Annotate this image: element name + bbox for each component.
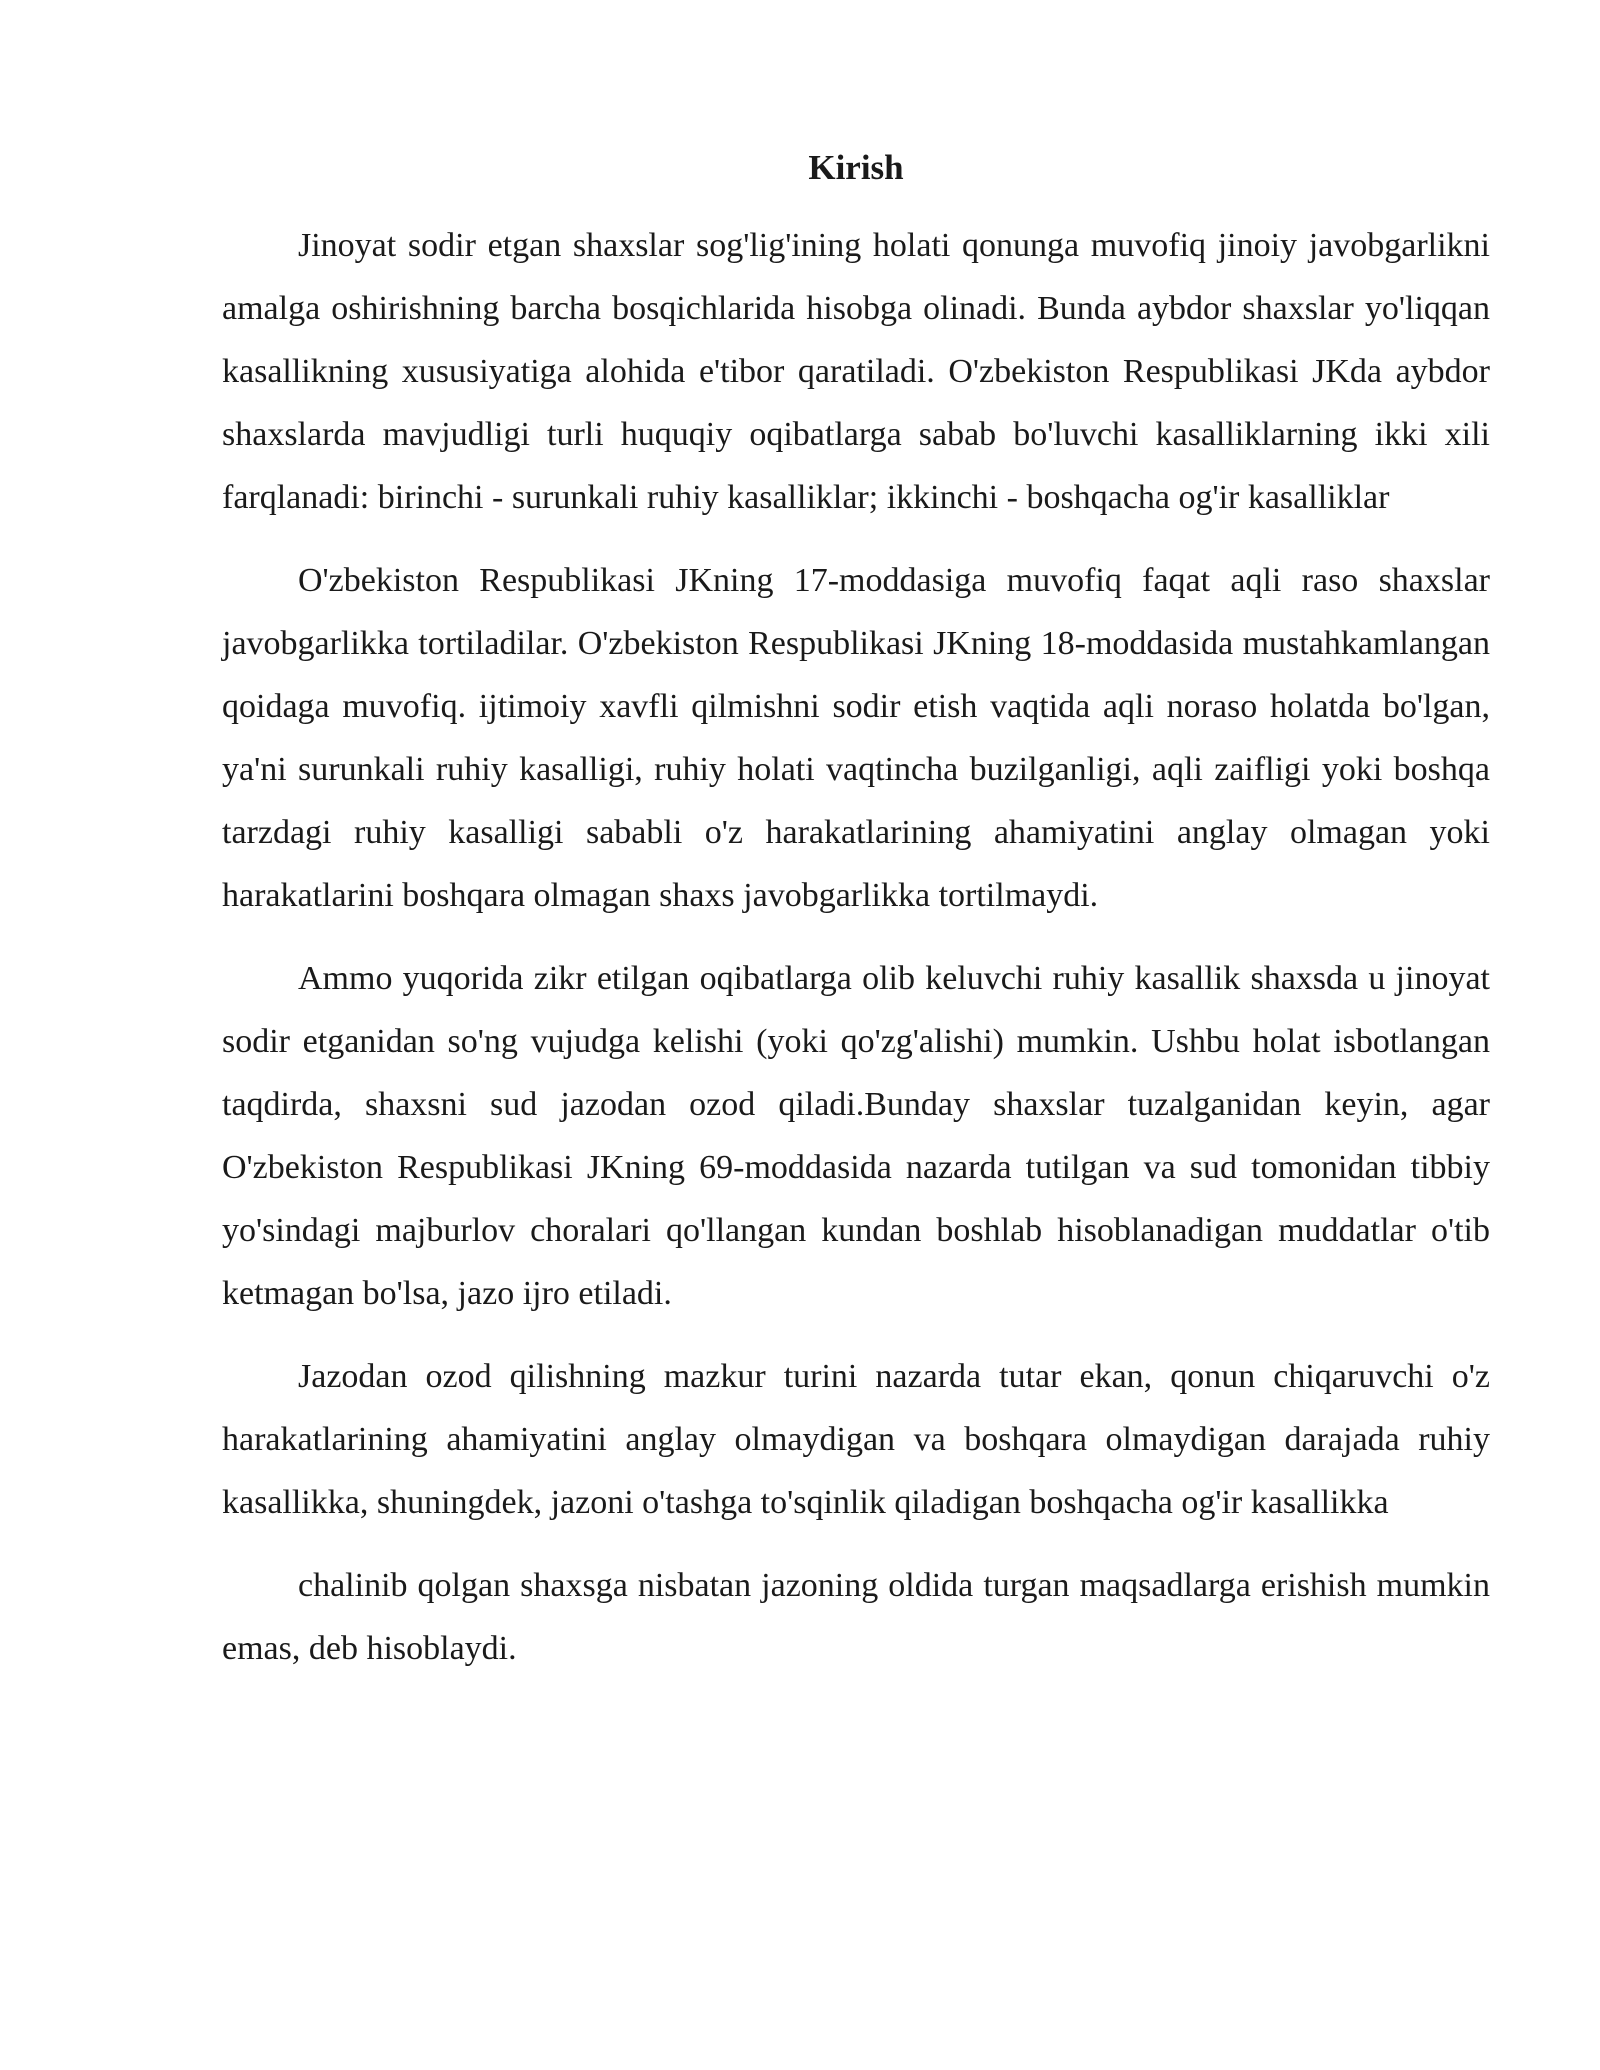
document-page: [222, 148, 1490, 1700]
document-title: Kirish: [808, 148, 904, 187]
paragraph-4: Jazodan ozod qilishning mazkur turini nazarda tutar ekan, qonun chiqaruvchi o'z harakatlarining ahamiyatini anglay olmaydigan va boshqara olmaydigan darajada ruhiy kasallikka, shuningdek, jazoni o'tashga to'sqinlik qiladigan boshqacha og'ir kasallikka: [222, 1358, 1490, 1521]
paragraph-5: chalinib qolgan shaxsga nisbatan jazoning oldida turgan maqsadlarga erishish mumkin emas, deb hisoblaydi.: [222, 1567, 1490, 1667]
paragraph-3: Ammo yuqorida zikr etilgan oqibatlarga olib keluvchi ruhiy kasallik shaxsda u jinoyat sodir etganidan so'ng vujudga kelishi (yoki qo'zg'alishi) mumkin. Ushbu holat isbotlangan taqdirda, shaxsni sud jazodan ozod qiladi.Bunday shaxslar tuzalganidan keyin, agar O'zbekiston Respublikasi JKning 69-moddasida nazarda tutilgan va sud tomonidan tibbiy yo'sindagi majburlov choralari qo'llangan kundan boshlab hisoblanadigan muddatlar o'tib ketmagan bo'lsa, jazo ijro etiladi.: [222, 960, 1490, 1312]
paragraph-2: O'zbekiston Respublikasi JKning 17-moddasiga muvofiq faqat aqli raso shaxslar javobgarlikka tortiladilar. O'zbekiston Respublikasi JKning 18-moddasida mustahkamlangan qoidaga muvofiq. ijtimoiy xavfli qilmishni sodir etish vaqtida aqli noraso holatda bo'lgan, ya'ni surunkali ruhiy kasalligi, ruhiy holati vaqtincha buzilganligi, aqli zaifligi yoki boshqa tarzdagi ruhiy kasalligi sababli o'z harakatlarining ahamiyatini anglay olmagan yoki harakatlarini boshqara olmagan shaxs javobgarlikka tortilmaydi.: [222, 562, 1490, 914]
paragraph-1: Jinoyat sodir etgan shaxslar sog'lig'ining holati qonunga muvofiq jinoiy javobgarlikni amalga oshirishning barcha bosqichlarida hisobga olinadi. Bunda aybdor shaxslar yo'liqqan kasallikning xususiyatiga alohida e'tibor qaratiladi. O'zbekiston Respublikasi JKda aybdor shaxslarda mavjudligi turli huquqiy oqibatlarga sabab bo'luvchi kasalliklarning ikki xili farqlanadi: birinchi - surunkali ruhiy kasalliklar; ikkinchi - boshqacha og'ir kasalliklar: [222, 227, 1490, 516]
